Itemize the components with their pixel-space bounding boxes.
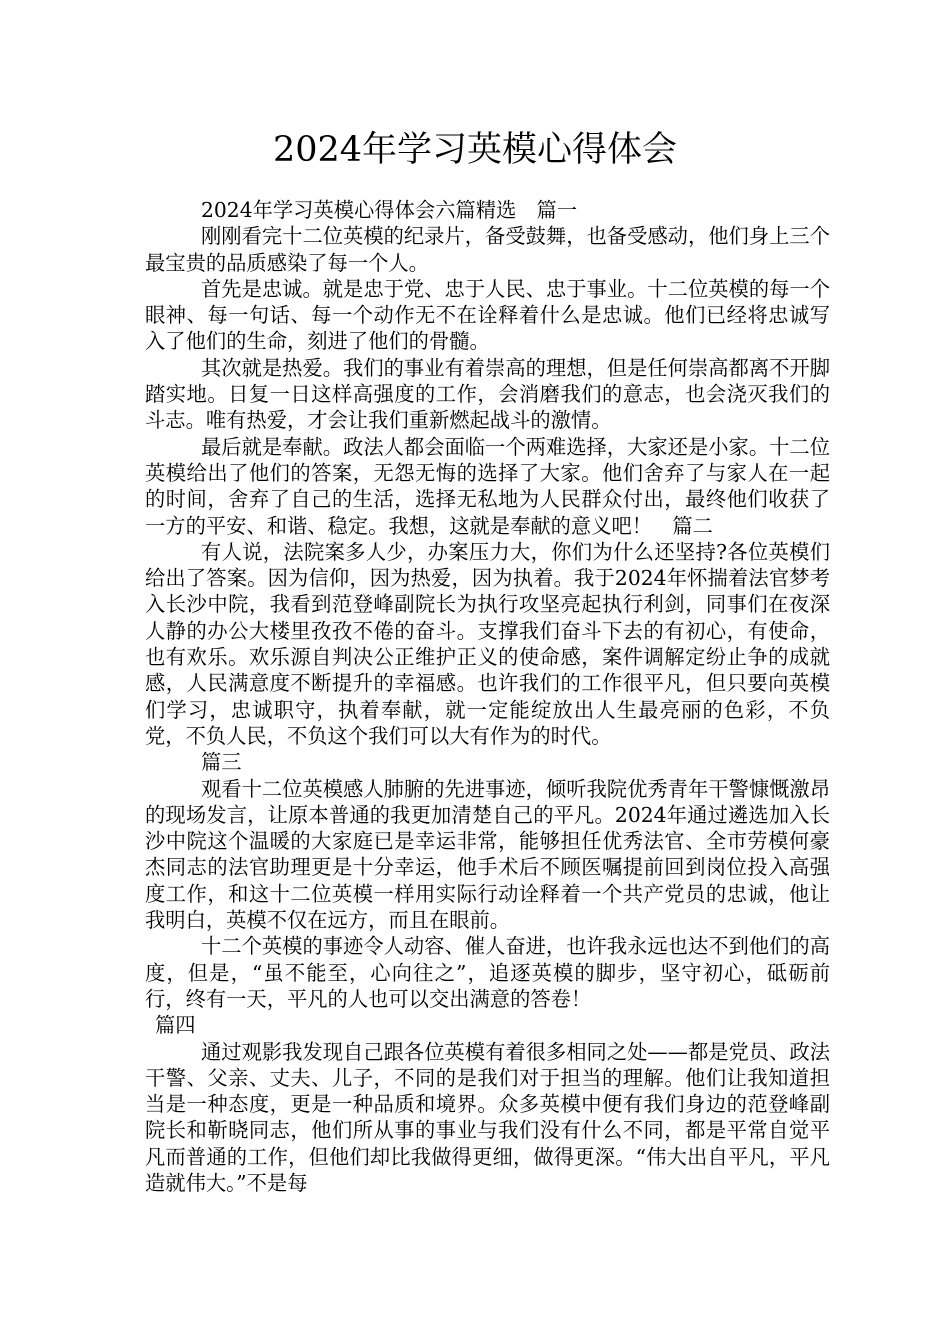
- body-paragraph: 有人说，法院案多人少，办案压力大，你们为什么还坚持?各位英模们给出了答案。因为信仰，因为热爱，因为执着。我于2024年怀揣着法官梦考入长沙中院，我看到范登峰副院长为执行攻坚亮起执行利剑，同事们在夜深人静的办公大楼里孜孜不倦的奋斗。支撑我们奋斗下去的有初心，有使命，也有欢乐。欢乐源自判决公正维护正义的使命感，案件调解定纷止争的成就感，人民满意度不断提升的幸福感。也许我们的工作很平凡，但只要向英模们学习，忠诚职守，执着奉献，就一定能绽放出人生最亮丽的色彩，不负党，不负人民，不负这个我们可以大有作为的时代。: [145, 539, 830, 748]
- body-paragraph: 十二个英模的事迹令人动容、催人奋进，也许我永远也达不到他们的高度，但是，“虽不能至，心向往之”，追逐英模的脚步，坚守初心，砥砺前行，终有一天，平凡的人也可以交出满意的答卷！: [145, 934, 830, 1011]
- body-paragraph: 通过观影我发现自己跟各位英模有着很多相同之处——都是党员、政法干警、父亲、丈夫、儿子，不同的是我们对于担当的理解。他们让我知道担当是一种态度，更是一种品质和境界。众多英模中便有我们身边的范登峰副院长和靳晓同志，他们所从事的事业与我们没有什么不同，都是平常自觉平凡而普通的工作，但他们却比我做得更细，做得更深。“伟大出自平凡，平凡造就伟大。”不是每: [145, 1039, 830, 1195]
- section-heading: 篇三: [201, 750, 242, 775]
- body-paragraph: 最后就是奉献。政法人都会面临一个两难选择，大家还是小家。十二位英模给出了他们的答案，无怨无悔的选择了大家。他们舍弃了与家人在一起的时间，舍弃了自己的生活，选择无私地为人民群众付出，最终他们收获了一方的平安、和谐、稳定。我想，这就是奉献的意义吧！ 篇二: [145, 434, 830, 538]
- section-heading: 2024年学习英模心得体会六篇精选 篇一: [201, 198, 578, 222]
- section-heading: 篇四: [155, 1013, 196, 1038]
- document-title: 2024年学习英模心得体会: [272, 130, 678, 170]
- body-paragraph: 刚刚看完十二位英模的纪录片，备受鼓舞，也备受感动，他们身上三个最宝贵的品质感染了每一个人。: [145, 224, 830, 275]
- body-paragraph: 其次就是热爱。我们的事业有着崇高的理想，但是任何崇高都离不开脚踏实地。日复一日这样高强度的工作，会消磨我们的意志，也会浇灭我们的斗志。唯有热爱，才会让我们重新燃起战斗的激情。: [145, 355, 830, 433]
- body-paragraph: 观看十二位英模感人肺腑的先进事迹，倾听我院优秀青年干警慷慨激昂的现场发言，让原本普通的我更加清楚自己的平凡。2024年通过遴选加入长沙中院这个温暖的大家庭已是幸运非常，能够担任优秀法官、全市劳模何豪杰同志的法官助理更是十分幸运，他手术后不顾医嘱提前回到岗位投入高强度工作，和这十二位英模一样用实际行动诠释着一个共产党员的忠诚，他让我明白，英模不仅在远方，而且在眼前。: [145, 776, 830, 933]
- body-paragraph: 首先是忠诚。就是忠于党、忠于人民、忠于事业。十二位英模的每一个眼神、每一句话、每一个动作无不在诠释着什么是忠诚。他们已经将忠诚写入了他们的生命，刻进了他们的骨髓。: [145, 276, 830, 354]
- document-body: [145, 197, 830, 1196]
